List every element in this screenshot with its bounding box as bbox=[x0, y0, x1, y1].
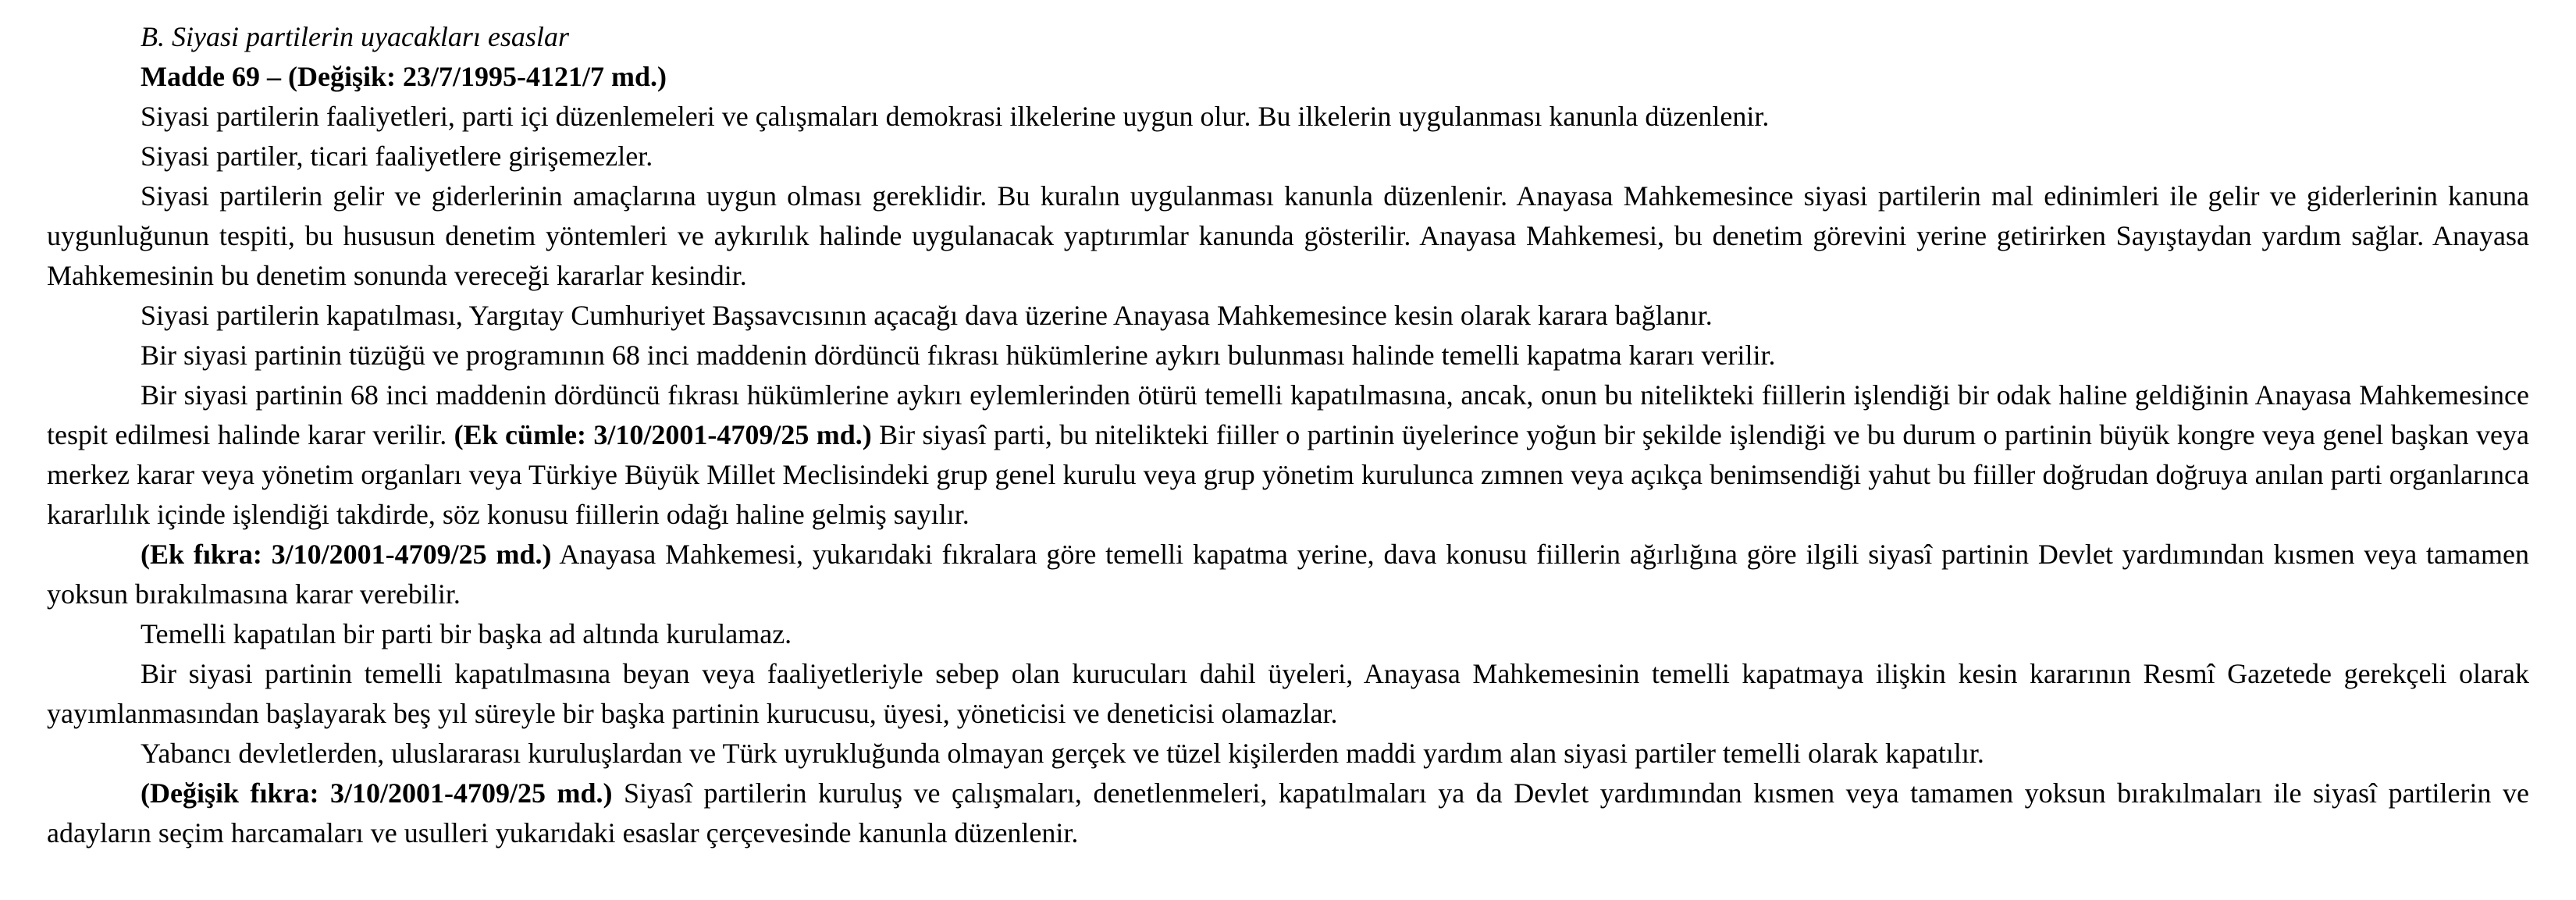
paragraph-10 bbox=[47, 734, 2529, 774]
paragraph-text-continued: Bir siyasî parti, bu nitelikteki fiiller o partinin üyelerince yoğun bir şekilde işlendiği ve bu durum o partinin büyük kongre veya genel başkan veya merkez karar veya yönetim organları veya Türkiye Büyük Millet Meclisindeki grup genel kurulu veya grup yönetim kurulunca zımnen veya açıkça benimsendiği yahut bu fiiller doğrudan doğruya anılan parti organlarınca kararlılık içinde işlendiği takdirde, söz konusu fiillerin odağı haline gelmiş sayılır. bbox=[47, 419, 2530, 530]
paragraph-text: Yabancı devletlerden, uluslararası kuruluşlardan ve Türk uyrukluğunda olmayan gerçek ve tüzel kişilerden maddi yardım alan siyasi partiler temelli olarak kapatılır. bbox=[141, 738, 1984, 769]
paragraph-6 bbox=[47, 375, 2529, 535]
paragraph-2 bbox=[47, 137, 2529, 176]
amendment-note: (Değişik fıkra: 3/10/2001-4709/25 md.) bbox=[141, 777, 613, 809]
paragraph-3 bbox=[47, 176, 2529, 296]
article-title: Madde 69 – (Değişik: 23/7/1995-4121/7 md.) bbox=[141, 61, 667, 92]
amendment-note: (Ek fıkra: 3/10/2001-4709/25 md.) bbox=[141, 539, 552, 570]
paragraph-text: Siyasi partilerin gelir ve giderlerinin amaçlarına uygun olması gereklidir. Bu kuralın uygulanması kanunla düzenlenir. Anayasa Mahkemesince siyasi partilerin mal edinimleri ile gelir ve giderlerinin kanuna uygunluğunun tespiti, bu hususun denetim yöntemleri ve aykırılık halinde uygulanacak yaptırımlar kanunda gösterilir. Anayasa Mahkemesi, bu denetim görevini yerine getirirken Sayıştaydan yardım sağlar. Anayasa Mahkemesinin bu denetim sonunda vereceği kararlar kesindir. bbox=[47, 180, 2529, 291]
paragraph-text: Siyasi partilerin faaliyetleri, parti içi düzenlemeleri ve çalışmaları demokrasi ilkelerine uygun olur. Bu ilkelerin uygulanması kanunla düzenlenir. bbox=[141, 101, 1770, 132]
law-document bbox=[47, 17, 2529, 853]
paragraph-text: Bir siyasi partinin temelli kapatılmasına beyan veya faaliyetleriyle sebep olan kurucuları dahil üyeleri, Anayasa Mahkemesinin temelli kapatmaya ilişkin kesin kararının Resmî Gazetede gerekçeli olarak yayımlanmasından başlayarak beş yıl süreyle bir başka partinin kurucusu, üyesi, yöneticisi ve deneticisi olamazlar. bbox=[47, 658, 2529, 729]
paragraph-text-continued: Siyasî partilerin kuruluş ve çalışmaları, denetlenmeleri, kapatılmaları ya da Devlet yardımından kısmen veya tamamen yoksun bırakılmaları ile siyasî partilerin ve adayların seçim harcamaları ve usulleri yukarıdaki esaslar çerçevesinde kanunla düzenlenir. bbox=[47, 777, 2529, 848]
paragraph-text: Bir siyasi partinin 68 inci maddenin dördüncü fıkrası hükümlerine aykırı eylemlerinden ötürü temelli kapatılmasına, ancak, onun bu nitelikteki fiillerin işlendiği bir odak haline geldiğinin Anayasa Mahkemesince tespit edilmesi halinde karar verilir. bbox=[47, 379, 2529, 450]
paragraph-text: Bir siyasi partinin tüzüğü ve programının 68 inci maddenin dördüncü fıkrası hükümlerine aykırı bulunması halinde temelli kapatma kararı verilir. bbox=[141, 340, 1776, 371]
paragraph-text-continued: Anayasa Mahkemesi, yukarıdaki fıkralara göre temelli kapatma yerine, dava konusu fiillerin ağırlığına göre ilgili siyasî partinin Devlet yardımından kısmen veya tamamen yoksun bırakılmasına karar verebilir. bbox=[47, 539, 2529, 610]
paragraph-text: Siyasi partiler, ticari faaliyetlere girişemezler. bbox=[141, 141, 653, 172]
paragraph-1 bbox=[47, 97, 2529, 137]
paragraph-11 bbox=[47, 774, 2529, 853]
paragraph-5 bbox=[47, 336, 2529, 375]
paragraph-4 bbox=[47, 296, 2529, 336]
paragraph-7 bbox=[47, 535, 2529, 614]
amendment-note: (Ek cümle: 3/10/2001-4709/25 md.) bbox=[454, 419, 872, 450]
paragraph-8 bbox=[47, 614, 2529, 654]
section-heading: B. Siyasi partilerin uyacakları esaslar bbox=[141, 21, 569, 52]
paragraph-text: Temelli kapatılan bir parti bir başka ad altında kurulamaz. bbox=[141, 618, 792, 649]
paragraph-9 bbox=[47, 654, 2529, 734]
paragraph-text: Siyasi partilerin kapatılması, Yargıtay Cumhuriyet Başsavcısının açacağı dava üzerine Anayasa Mahkemesince kesin olarak karara bağlanır. bbox=[141, 300, 1713, 331]
